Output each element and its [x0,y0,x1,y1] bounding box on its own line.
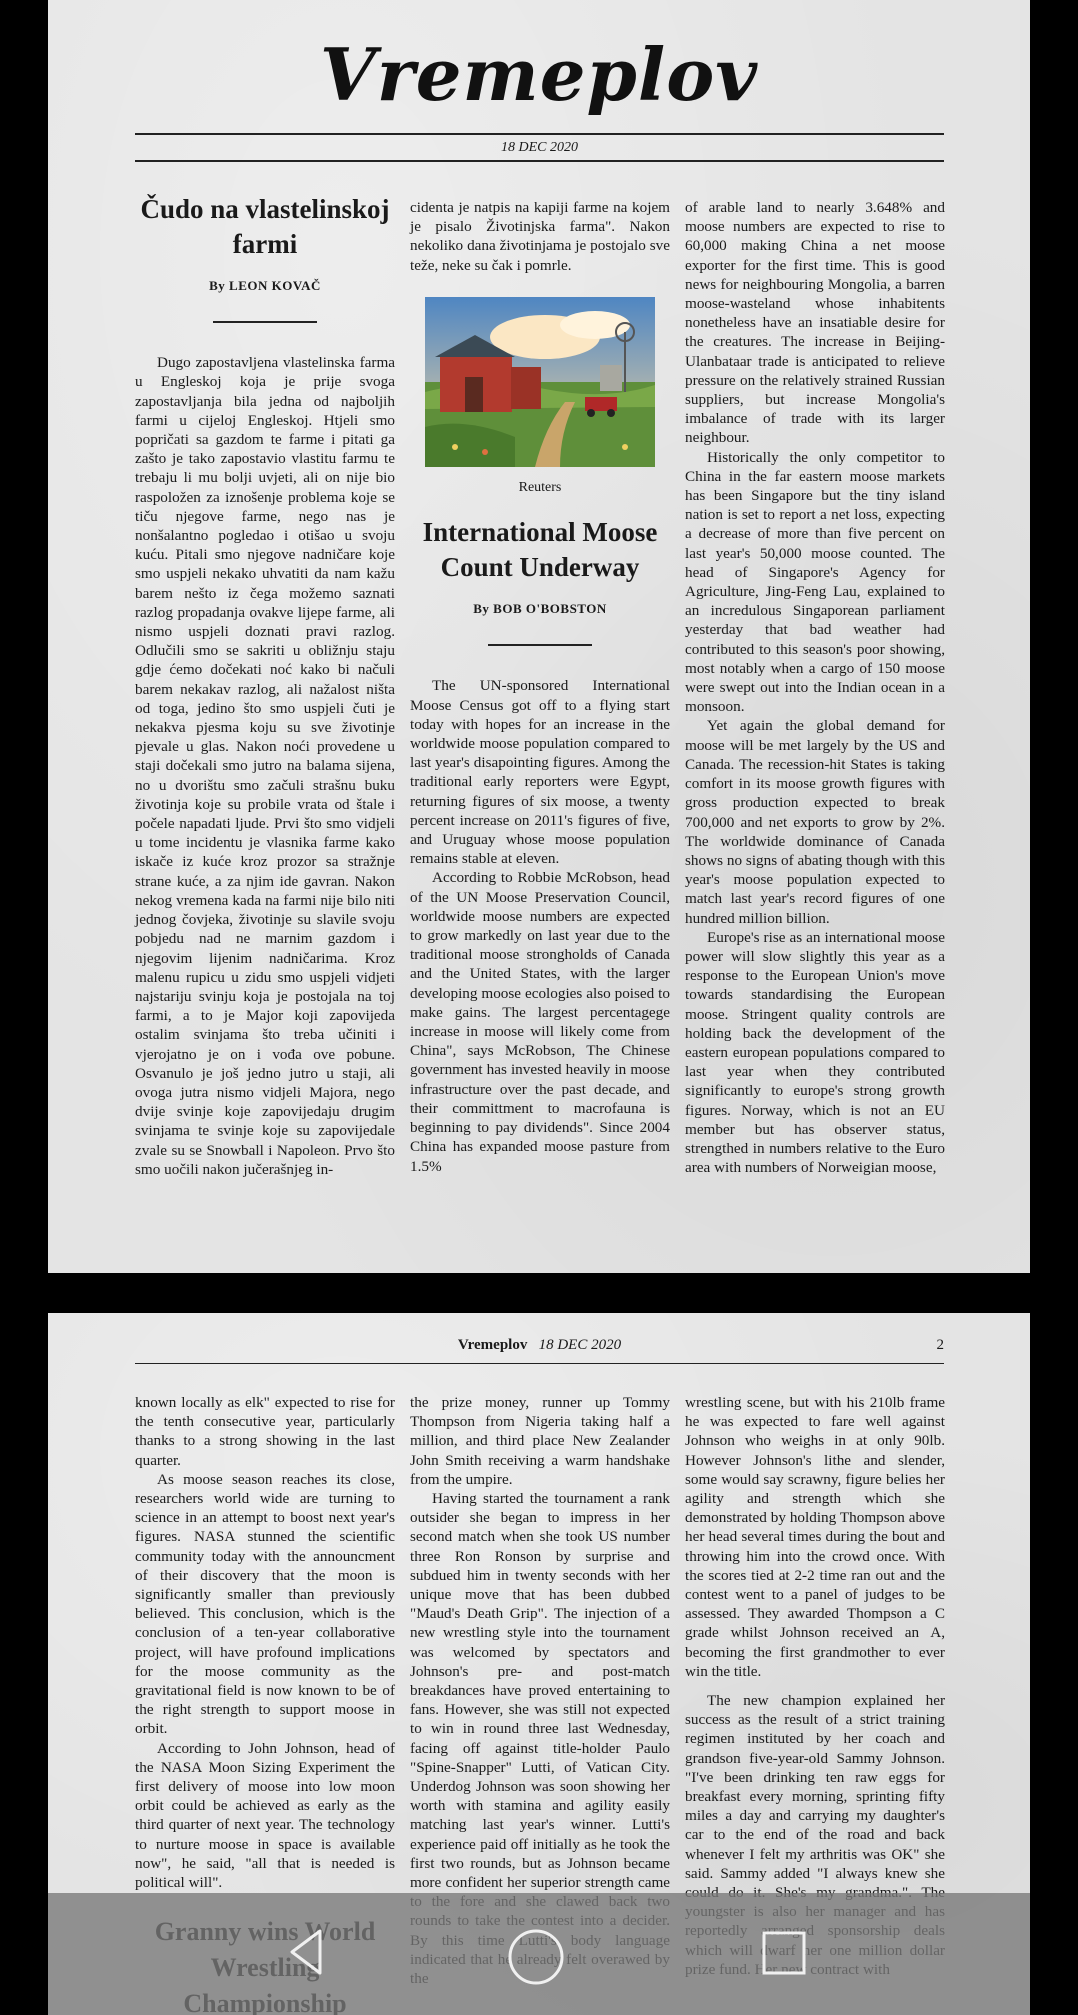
column-2 [410,198,670,1176]
article-paragraph: According to John Johnson, head of the NASA Moon Sizing Experiment the first delivery of moose into low moon orbit could be achieved as early as the third quarter of next year. The technology to nurture moose in space is available now", he said, "all that is needed is political will". [135,1739,395,1892]
article-text: Dugo zapostavljena vlastelinska farma u Engleskoj koja je prije svoga zapostavljanja bila jedna od najboljih farmi u cijeloj Engleskoj. Htjeli smo popričati sa gazdom te farme i pitati ga zašto je tako zapostavio vlastitu farmu te trebaju li mu bolji uvjeti, ali on nije bio raspoložen za iznošenje problema koje se tiču njegove farme, nego nas je nonšalantno pogledao i otišao u svoju kuću. Pitali smo njegove nadničare koje smo uspjeli nekako uhvatiti da nam kažu barem nešto iz čega možemo saznati razlog propadanja ovakve lijepe farme, ali nismo uspjeli doznati pravi razlog. Odlučili smo se sakriti u obližnju staju gdje ćemo dočekati noć kako bi načuli barem nekakav razlog, ali nažalost ništa od toga, jedino što smo uspjeli čuti je nekakva pjesma koju su sve životinje pjevale u glas. Nakon noći provedene u staji dočekali smo jutro na balama sijena, no u dvorištu smo začuli strašnu buku životinja koje su probile vrata od štale i počele napadati ljude. Prvi što smo vidjeli u tome incidentu je vlasnika farme kako iskače iz kuće kroz prozor sa stražnje strane kuće, a za njim ide gavran. Nakon nekog vremena kada na farmi nije bilo niti jednog čovjeka, životinje su slavile svoju pobjedu nad ne marnim gazdom i njegovim lijenim nadničarima. Kroz malenu rupicu u zidu smo uspjeli vidjeti najstariju svinju koja je postojala na toj farmi, a to je Major koji zapovijeda ostalim svinjama što treba učiniti i vjerojatno je on i vođa ove pobune. Osvanulo je još jedno jutro u staji, ali ovoga jutra nismo vidjeli Majora, nego dvije svinje koje zapovijedaju drugim svinjama te svinje koje su zapovijedale zvale su se Snowball i Napoleon. Prvo što smo uočili nakon jučerašnjeg in- [135,354,395,1178]
dateline: 18 DEC 2020 [501,140,578,155]
article-byline: By LEON KOVAČ [209,278,321,293]
article-paragraph: Historically the only competitor to China in the far eastern moose markets has been Singapore but the tiny island nation is set to report a net loss, expecting a decrease of more than five percent on last year's 50,000 moose counted. The head of Singapore's Agency for Agriculture, Jing-Feng Lau, explained to an incredulous Singaporean parliament yesterday that bad weather had contributed to this season's poor showing, most notably when a cargo of 150 moose were swept out into the Indian ocean in a monsoon. [685,448,945,716]
home-icon[interactable] [506,1927,566,1992]
article-byline: By BOB O'BOBSTON [473,601,607,617]
column-3 [685,198,945,1177]
article-paragraph: Europe's rise as an international moose power will slow slightly this year as a response to the European Union's move towards standardising the European moose. Stringent quality controls are holding back the development of the eastern european populations compared to last year when they contributed significantly to europe's strong growth figures. Norway, which is not an EU member but has observer status, strengthed in numbers relative to the Euro area with numbers of Norweigian moose, [685,928,945,1177]
image-caption: Reuters [518,480,562,496]
article-paragraph: The UN-sponsored International Moose Census got off to a flying start today with hopes for an increase in the worldwide moose population compared to last year's disapointing figures. Among the traditional early reporters were Egypt, returning figures of six moose, a twenty percent increase on 2011's figures of five, and Uruguay whose moose population remains stable at eleven. [410,677,670,868]
article-paragraph: the prize money, runner up Tommy Thompson from Nigeria taking half a million, and third place New Zealander John Smith receiving a warm handshake from the umpire. [410,1394,670,1488]
article-paragraph: Having started the tournament a rank outsider she began to impress in her second match when she took US number three Ron Ronson by surprise and subdued him in twenty seconds with her unique move that has been dubbed "Maud's Death Grip". The injection of a new wrestling style into the tournament was welcomed by spectators and Johnson's pre- and post-match breakdances have proved entertaining to fans. However, she was still not expected to win in round three last Wednesday, facing off against title-holder Paulo "Spine-Snapper" Lutti, of Vatican City. Underdog Johnson was soon showing her worth with stamina and agility easily matching last year's winner. Lutti's experience paid off initially as he took the first two rounds, but as Johnson became more confident her superior strength came [410,1490,670,1892]
masthead: Vremeplov [319,32,759,117]
article-paragraph: wrestling scene, but with his 210lb frame he was expected to fare well against Johnson who weighs in at only 90lb. However Johnson's lithe and slender, some would say scrawny, figure belies her agility and strength which she demonstrated by holding Thompson above her head several times during the bout and throwing him into the crowd once. With the scores tied at 2-2 time ran out and the contest went to a panel of judges to be assessed. They awarded Thompson a C grade whilst Johnson received an A, becoming the first grandmother to ever win the title. [685,1394,945,1680]
byline-separator [213,321,317,323]
running-header [135,1337,944,1354]
article-text: cidenta je natpis na kapiji farme na kojem je pisalo Životinjska farma". Nakon nekoliko dana životinjama je postojalo sve teže, neke su čak i pomrle. [410,199,670,274]
article-headline: International Moose Count Underway [422,517,658,583]
article-paragraph: of arable land to nearly 3.648% and moose numbers are expected to rise to 60,000 making China a net moose exporter for the first time. This is good news for neighbouring Mongolia, a barren moose-wasteland whose inhabitents nonetheless have an insatiable desire for the creatures. The increase in Beijing-Ulanbataar trade is anticipated to relieve pressure on the relatively strained Russian suppliers, but increase Mongolia's imbalance of trade with its larger neighbour. [685,199,945,447]
masthead-rule-top [135,133,944,135]
navigation-bar [48,1893,1030,2015]
back-icon[interactable] [286,1927,326,1982]
article-paragraph: known locally as elk" expected to rise for the tenth consecutive year, particularly thanks to a strong showing in the last quarter. [135,1394,395,1469]
article-paragraph: The new champion explained her success as the result of a strict training regimen instituted by her coach and grandson five-year-old Sammy Johnson. "I've been drinking ten raw eggs for breakfast every morning, sprinting fifty miles a day and carrying my daughter's car to the end of the road and back whenever I felt my arthritis was OK" she said. Sammy added "I always knew she [685,1692,945,1882]
farm-painting-image [425,297,655,472]
column-1 [135,192,395,1179]
article-paragraph: Yet again the global demand for moose will be met largely by the US and Canada. The recession-hit States is taking comfort in its moose growth figures with gross production expected to break 700,000 and net exports to grow by 2%. The worldwide dominance of Canada shows no signs of abating though with this year's moose population expected to match last year's record figures of one hundred million billion. [685,717,945,927]
running-header-name: Vremeplov [457,1337,528,1353]
article-headline: Čudo na vlastelinskoj farmi [140,194,390,259]
newspaper-page-1 [48,0,1030,1273]
column-3 [685,1393,945,1979]
recents-icon[interactable] [760,1929,808,1982]
article-paragraph: As moose season reaches its close, researchers world wide are turning to science in an attempt to boost next year's figures. NASA stunned the scientific community today with the announcment of their discovery that the moon is significantly smaller than previously believed. This conclusion, which is the conclusion of a ten-year collaborative project, will have profound implications for the moose community as the gravitational field is now known to be of the right strength to support moose in orbit. [135,1470,395,1738]
masthead-rule-bottom [135,160,944,162]
header-rule [135,1363,944,1364]
article-paragraph: According to Robbie McRobson, head of the UN Moose Preservation Council, worldwide moose numbers are expected to grow markedly on last year due to the traditional moose strongholds of Canada and the United States, with the larger developing moose ecologies also poised to make gains. The largest percentagege increase in moose will likely come from China", says McRobson, The Chinese government has invested heavily in moose infrastructure over the past decade, and their committment to macrofauna is beginning to pay dividends". Since 2004 China has expanded moose pasture from 1.5% [410,869,670,1175]
byline-separator [488,644,592,646]
page-number: 2 [936,1337,944,1353]
running-header-date: 18 DEC 2020 [538,1337,622,1353]
